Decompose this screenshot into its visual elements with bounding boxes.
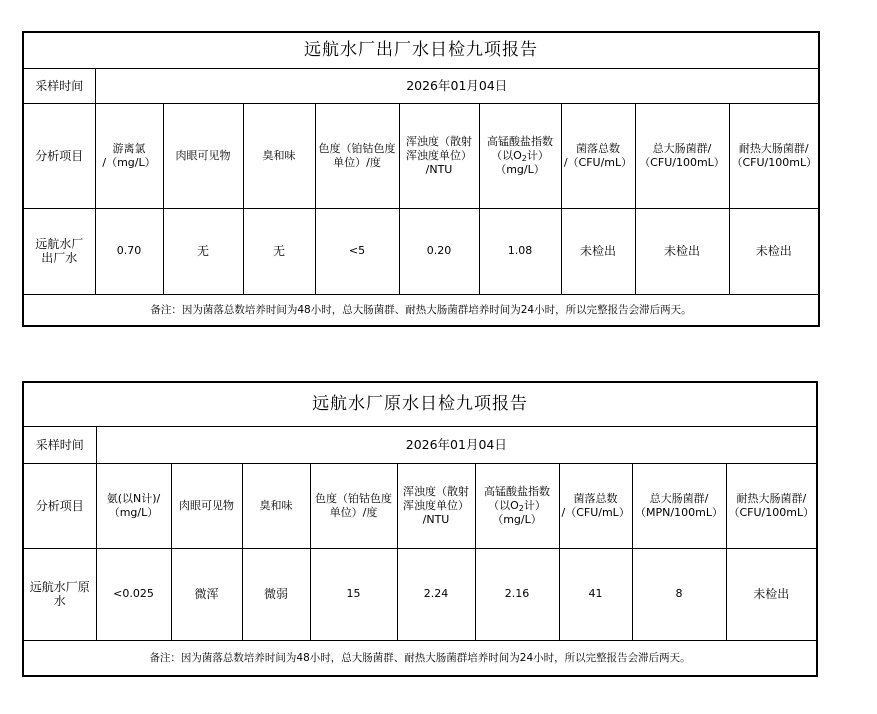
analysis-item-label: 分析项目 (23, 463, 96, 548)
cod-header-post: 计） （mg/L） (492, 498, 546, 526)
value-permanganate-index: 1.08 (479, 208, 561, 294)
value-permanganate-index: 2.16 (475, 548, 559, 640)
analysis-item-label: 分析项目 (23, 103, 95, 208)
report-title: 远航水厂出厂水日检九项报告 (23, 32, 819, 68)
cod-header-sub: 2 (521, 153, 527, 163)
header-ammonia-nitrogen: 氨(以N计)/ （mg/L） (96, 463, 171, 548)
header-visible-matter: 肉眼可见物 (163, 103, 243, 208)
header-color: 色度（铂钴色度单位）/度 (315, 103, 399, 208)
sample-time-label: 采样时间 (23, 426, 96, 463)
cod-header-sub: 2 (518, 503, 524, 513)
header-thermotolerant-coliform: 耐热大肠菌群/ （CFU/100mL） (729, 103, 819, 208)
report-note: 备注：因为菌落总数培养时间为48小时，总大肠菌群、耐热大肠菌群培养时间为24小时，所以完整报告会滞后两天。 (23, 294, 819, 326)
header-permanganate-index (475, 463, 559, 548)
header-permanganate-index (479, 103, 561, 208)
report-note: 备注：因为菌落总数培养时间为48小时，总大肠菌群、耐热大肠菌群培养时间为24小时，所以完整报告会滞后两天。 (23, 640, 817, 676)
value-visible-matter: 微浑 (171, 548, 242, 640)
header-odor-taste: 臭和味 (243, 103, 315, 208)
cod-header-post: 计） （mg/L） (495, 148, 549, 176)
value-total-coliform: 8 (632, 548, 726, 640)
sample-name: 远航水厂原水 (23, 548, 96, 640)
value-turbidity: 0.20 (399, 208, 479, 294)
header-color: 色度（铂钴色度单位）/度 (310, 463, 397, 548)
value-ammonia-nitrogen: <0.025 (96, 548, 171, 640)
value-thermotolerant-coliform: 未检出 (726, 548, 817, 640)
header-colony-count: 菌落总数 /（CFU/mL） (561, 103, 635, 208)
header-odor-taste: 臭和味 (242, 463, 310, 548)
sample-date: 2026年01月04日 (95, 68, 819, 103)
header-colony-count: 菌落总数 /（CFU/mL） (559, 463, 632, 548)
value-free-chlorine: 0.70 (95, 208, 163, 294)
header-thermotolerant-coliform: 耐热大肠菌群/ （CFU/100mL） (726, 463, 817, 548)
value-odor-taste: 微弱 (242, 548, 310, 640)
value-total-coliform: 未检出 (635, 208, 729, 294)
value-colony-count: 41 (559, 548, 632, 640)
sample-time-label: 采样时间 (23, 68, 95, 103)
value-turbidity: 2.24 (397, 548, 475, 640)
sample-name: 远航水厂 出厂水 (23, 208, 95, 294)
value-color: 15 (310, 548, 397, 640)
header-total-coliform: 总大肠菌群/ （CFU/100mL） (635, 103, 729, 208)
cod-header-pre: 高锰酸盐指数 （以O (484, 484, 550, 512)
finished-water-report (22, 31, 820, 327)
header-visible-matter: 肉眼可见物 (171, 463, 242, 548)
header-turbidity: 浑浊度（散射浑浊度单位） /NTU (399, 103, 479, 208)
header-turbidity: 浑浊度（散射浑浊度单位） /NTU (397, 463, 475, 548)
header-total-coliform: 总大肠菌群/ （MPN/100mL） (632, 463, 726, 548)
report-title: 远航水厂原水日检九项报告 (23, 382, 817, 426)
value-color: <5 (315, 208, 399, 294)
value-odor-taste: 无 (243, 208, 315, 294)
header-free-chlorine: 游离氯 /（mg/L） (95, 103, 163, 208)
value-thermotolerant-coliform: 未检出 (729, 208, 819, 294)
value-visible-matter: 无 (163, 208, 243, 294)
value-colony-count: 未检出 (561, 208, 635, 294)
cod-header-pre: 高锰酸盐指数 （以O (487, 134, 553, 162)
sample-date: 2026年01月04日 (96, 426, 817, 463)
raw-water-report (22, 381, 818, 677)
